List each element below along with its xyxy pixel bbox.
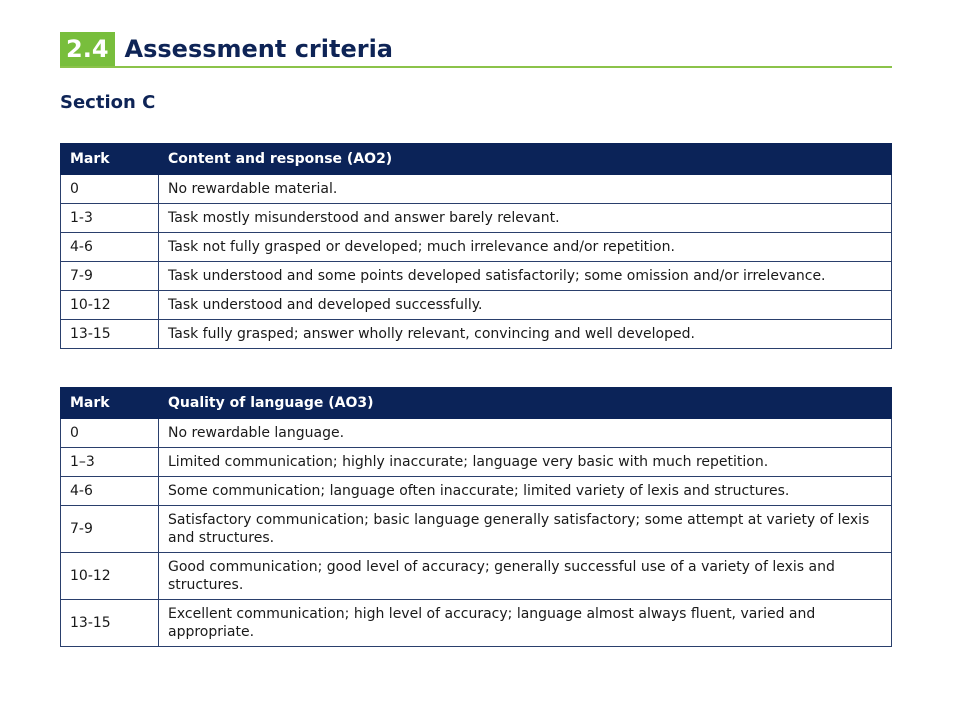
- page-title: Assessment criteria: [124, 35, 394, 63]
- mark-cell: 0: [61, 175, 159, 204]
- language-quality-table: [60, 387, 892, 647]
- table-row: [61, 506, 892, 553]
- mark-cell: 1-3: [61, 204, 159, 233]
- descriptor-cell: Good communication; good level of accuracy; generally successful use of a variety of lexis and structures.: [159, 553, 892, 600]
- mark-cell: 7-9: [61, 506, 159, 553]
- language-column-header: Quality of language (AO3): [159, 388, 892, 419]
- table-row: [61, 600, 892, 647]
- table-row: [61, 204, 892, 233]
- mark-cell: 4-6: [61, 477, 159, 506]
- mark-cell: 13-15: [61, 600, 159, 647]
- descriptor-cell: Satisfactory communication; basic language generally satisfactory; some attempt at variety of lexis and structures.: [159, 506, 892, 553]
- descriptor-cell: Some communication; language often inaccurate; limited variety of lexis and structures.: [159, 477, 892, 506]
- descriptor-cell: Task understood and developed successfully.: [159, 291, 892, 320]
- mark-column-header: Mark: [61, 144, 159, 175]
- table-header-row: [61, 144, 892, 175]
- mark-column-header: Mark: [61, 388, 159, 419]
- mark-cell: 0: [61, 419, 159, 448]
- table-row: [61, 448, 892, 477]
- descriptor-cell: No rewardable material.: [159, 175, 892, 204]
- section-heading: [60, 32, 892, 68]
- mark-cell: 10-12: [61, 291, 159, 320]
- page-content: [60, 32, 892, 640]
- table-row: [61, 553, 892, 600]
- table-row: [61, 477, 892, 506]
- mark-cell: 13-15: [61, 320, 159, 349]
- content-column-header: Content and response (AO2): [159, 144, 892, 175]
- table-header-row: [61, 388, 892, 419]
- table-row: [61, 291, 892, 320]
- subsection-title: Section C: [60, 92, 156, 113]
- mark-cell: 7-9: [61, 262, 159, 291]
- section-number-badge: 2.4: [60, 32, 115, 66]
- descriptor-cell: No rewardable language.: [159, 419, 892, 448]
- descriptor-cell: Task mostly misunderstood and answer barely relevant.: [159, 204, 892, 233]
- table-row: [61, 175, 892, 204]
- table-row: [61, 233, 892, 262]
- descriptor-cell: Task fully grasped; answer wholly relevant, convincing and well developed.: [159, 320, 892, 349]
- mark-cell: 10-12: [61, 553, 159, 600]
- content-response-table: [60, 143, 892, 349]
- descriptor-cell: Task understood and some points developed satisfactorily; some omission and/or irrelevance.: [159, 262, 892, 291]
- descriptor-cell: Excellent communication; high level of accuracy; language almost always fluent, varied and appropriate.: [159, 600, 892, 647]
- table-row: [61, 419, 892, 448]
- mark-cell: 4-6: [61, 233, 159, 262]
- table-row: [61, 320, 892, 349]
- mark-cell: 1–3: [61, 448, 159, 477]
- table-row: [61, 262, 892, 291]
- descriptor-cell: Task not fully grasped or developed; much irrelevance and/or repetition.: [159, 233, 892, 262]
- descriptor-cell: Limited communication; highly inaccurate; language very basic with much repetition.: [159, 448, 892, 477]
